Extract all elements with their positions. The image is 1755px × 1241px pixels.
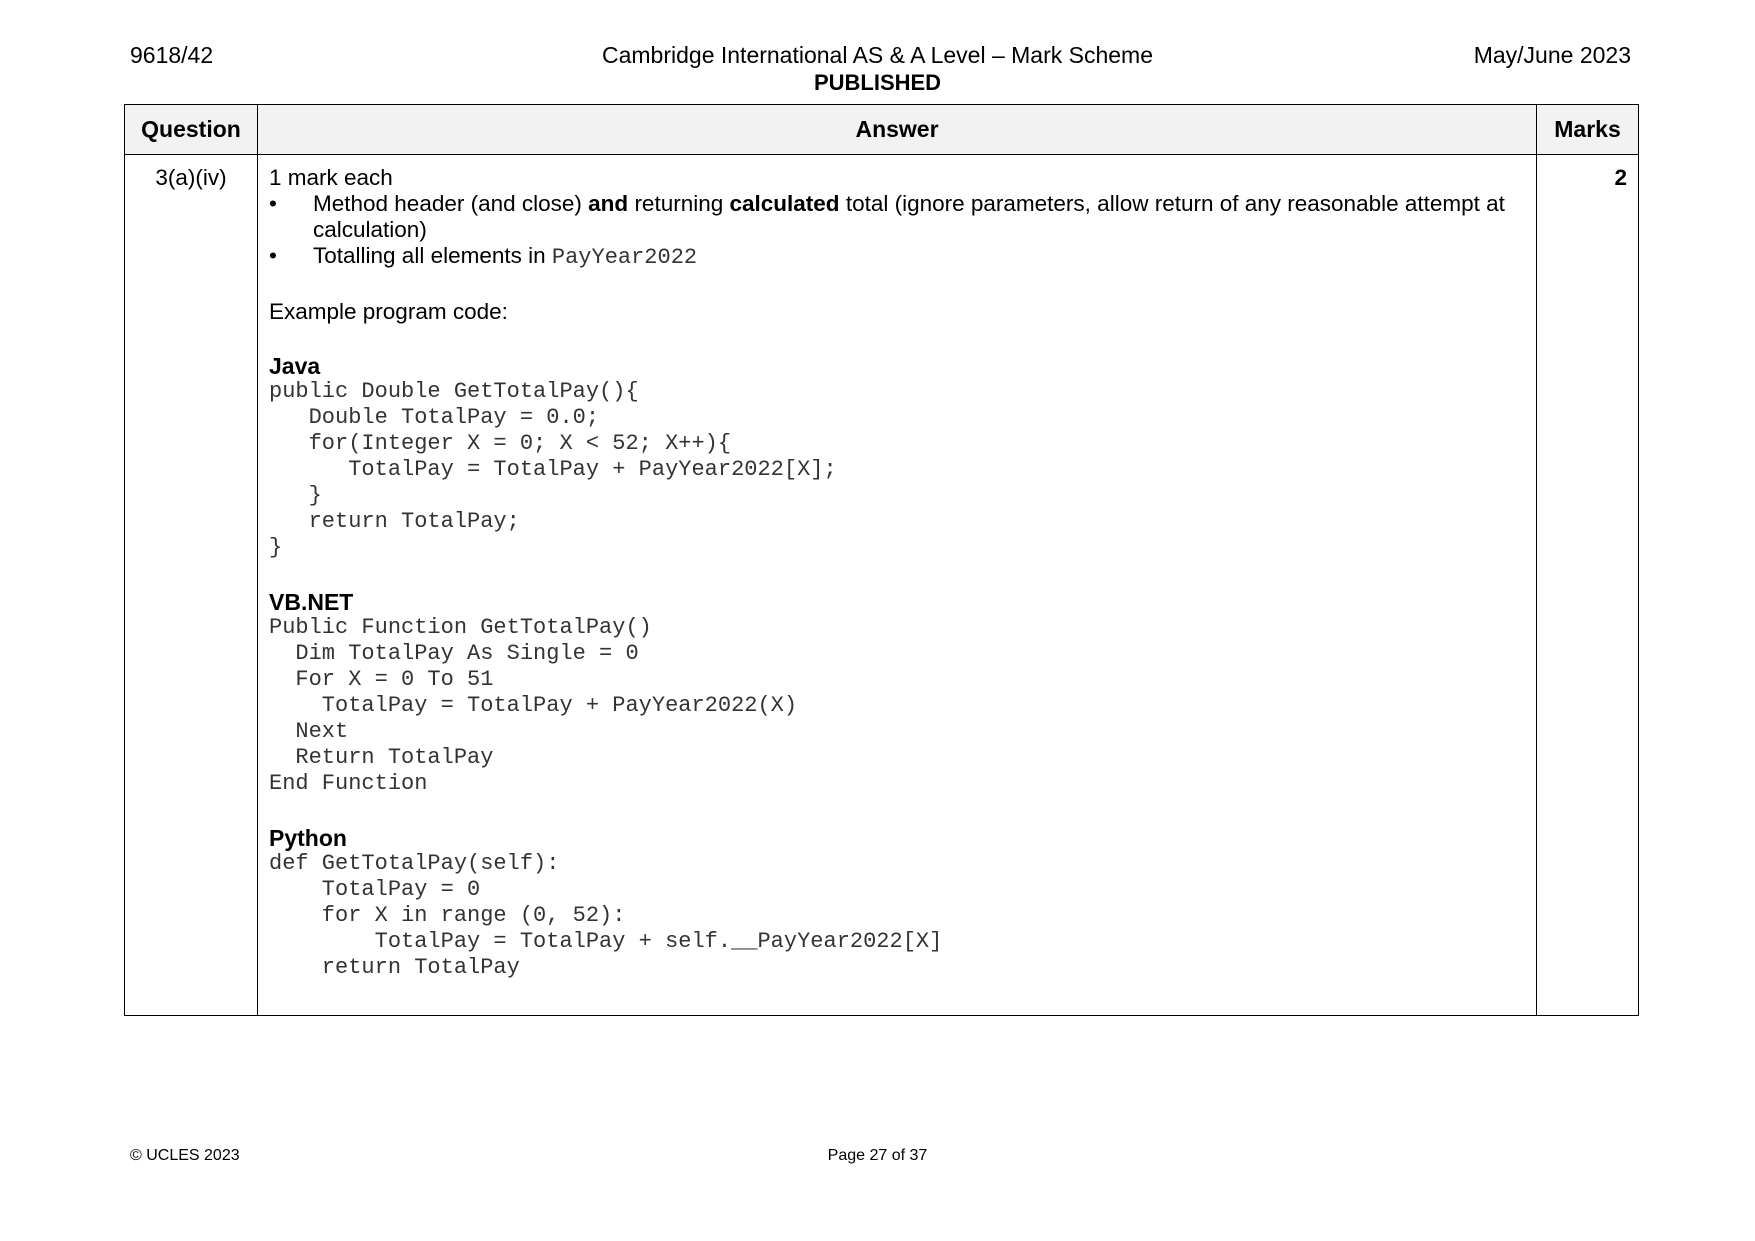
python-label: Python — [269, 825, 347, 851]
page-number: Page 27 of 37 — [827, 1147, 928, 1164]
mark-scheme-table — [124, 104, 1639, 1016]
paper-code: 9618/42 — [130, 42, 214, 68]
question-number: 3(a)(iv) — [125, 155, 258, 1016]
point1-bold-and: and — [588, 191, 629, 216]
point1-text-a: Method header (and close) — [313, 191, 589, 216]
marks-column-header: Marks — [1537, 105, 1639, 155]
marking-intro: 1 mark each — [269, 165, 393, 190]
java-label: Java — [269, 353, 321, 379]
marking-point-2 — [269, 243, 1524, 271]
marks-value: 2 — [1537, 155, 1639, 1016]
vbnet-label: VB.NET — [269, 589, 354, 615]
java-code: public Double GetTotalPay(){ Double TotalPay = 0.0; for(Integer X = 0; X < 52; X++){ TotalPay = TotalPay + PayYear2022[X]; } return TotalPay; } — [269, 379, 837, 560]
document-title: Cambridge International AS & A Level – Mark Scheme — [601, 42, 1154, 68]
answer-cell — [258, 155, 1537, 1016]
published-label: PUBLISHED — [813, 70, 942, 95]
python-code: def GetTotalPay(self): TotalPay = 0 for X in range (0, 52): TotalPay = TotalPay + self.__PayYear2022[X] return TotalPay — [269, 851, 943, 980]
point1-bold-calculated: calculated — [729, 191, 840, 216]
vbnet-code: Public Function GetTotalPay() Dim TotalPay As Single = 0 For X = 0 To 51 TotalPay = TotalPay + PayYear2022(X) Next Return TotalPay End Function — [269, 615, 798, 796]
table-row — [125, 155, 1639, 1016]
table-header-row — [125, 105, 1639, 155]
exam-session: May/June 2023 — [1473, 42, 1631, 68]
point1-text-b: returning — [628, 191, 730, 216]
example-label: Example program code: — [269, 299, 508, 324]
answer-column-header: Answer — [258, 105, 1537, 155]
point2-text: Totalling all elements in — [313, 243, 552, 268]
copyright: © UCLES 2023 — [130, 1147, 240, 1164]
point1-text-c: total (ignore parameters, allow return of any reasonable attempt at calculation) — [313, 191, 1505, 242]
question-column-header: Question — [125, 105, 258, 155]
marking-points — [269, 191, 1524, 271]
marking-point-1 — [269, 191, 1524, 243]
point2-code: PayYear2022 — [551, 245, 698, 270]
